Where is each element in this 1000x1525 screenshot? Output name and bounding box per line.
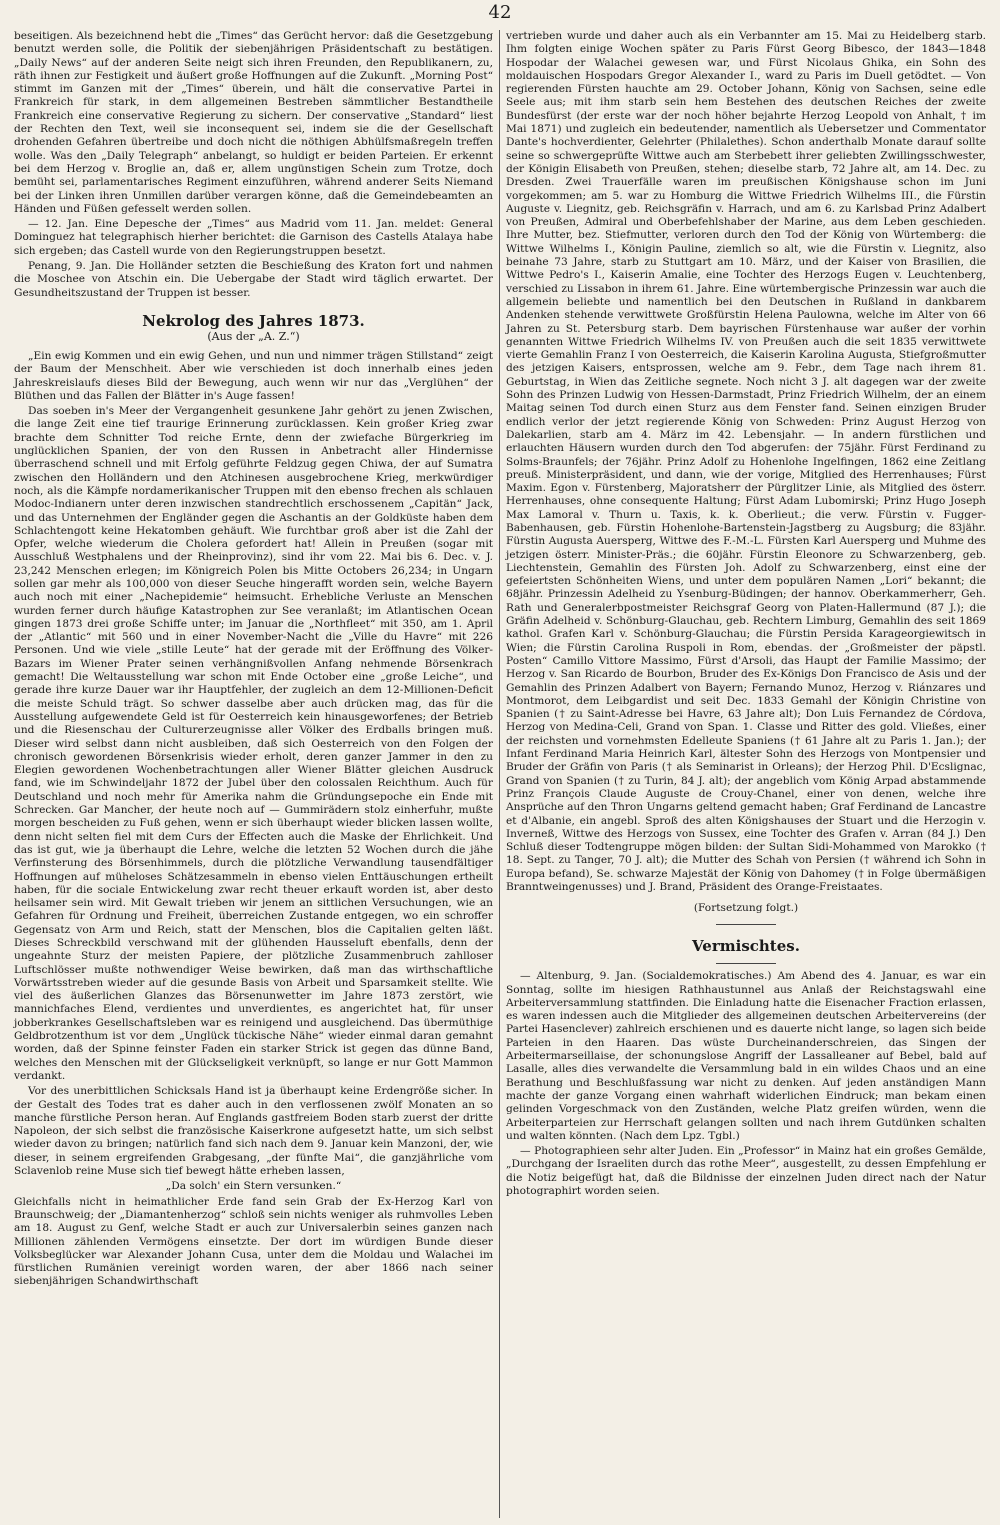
article-paragraph: Penang, 9. Jan. Die Holländer setzten die Beschießung des Kraton fort und nahmen die Moschee von Atschin ein. Die Uebergabe der Stadt wird täglich erwartet. Der Gesundheitszustand der Truppen ist besser. xyxy=(14,260,493,299)
right-column xyxy=(500,30,992,1518)
article-paragraph: vertrieben wurde und daher auch als ein Verbannter am 15. Mai zu Heidelberg starb. Ihm folgten einige Wochen später zu Paris Fürst Georg Bibesco, der 1843—1848 Hospodar der Walachei gewesen war, und Fürst Nicolaus Ghika, ein Sohn des moldauischen Hospodars Gregor Alexander I., ward zu Paris im Duell getödtet. — Von regierenden Fürsten hauchte am 29. October Johann, König von Sachsen, seine edle Seele aus; mit ihm starb sein hem Bestehen des deutschen Reiches der zweite Bundesfürst (der erste war der noch höher bejahrte Herzog Leopold von Anhalt, † im Mai 1871) und zugleich ein bedeutender, namentlich als Uebersetzer und Commentator Dante's hochverdienter, Gelehrter (Philalethes). Schon anderthalb Monate darauf sollte seine so schwergeprüfte Wittwe auch am Sterbebett ihrer geliebten Zwillingsschwester, der Königin Elisabeth von Preußen, stehen; dieselbe starb, 72 Jahre alt, am 14. Dec. zu Dresden. Zwei Trauerfälle waren im preußischen Königshause schon im Juni vorgekommen; am 5. war zu Homburg die Wittwe Friedrich Wilhelms III., die Fürstin Auguste v. Liegnitz, geb. Reichsgräfin v. Harrach, und am 6. zu Karlsbad Prinz Adalbert von Preußen, Admiral und Oberbefehlshaber der Marine, aus dem Leben geschieden. Ihre Mutter, bez. Stiefmutter, verloren durch den Tod der König von Würtemberg: die Wittwe Wilhelms I., Königin Pauline, ziemlich so alt, wie die Fürstin v. Liegnitz, also beinahe 73 Jahre, starb zu Stuttgart am 10. März, und der Kaiser von Brasilien, die Wittwe Pedro's I., Kaiserin Amalie, eine Tochter des Herzogs Eugen v. Leuchtenberg, verschied zu Lissabon in ihrem 61. Jahre. Eine würtembergische Prinzessin war auch die allgemein beliebte und namentlich bei den Deutschen in Rußland in dankbarem Andenken stehende verwittwete Großfürstin Helena Paulowna, welche im Alter von 66 Jahren zu St. Petersburg starb. Dem bayrischen Fürstenhause war außer der vorhin genannten Wittwe Friedrich Wilhelms IV. von Preußen auch die seit 1835 verwittwete vierte Gemahlin Franz I von Oesterreich, die Kaiserin Karolina Augusta, Stiefgroßmutter des jetzigen Kaisers, entsprossen, welche am 9. Febr., dem Tage nach ihrem 81. Geburtstag, in Wien das Zeitliche segnete. Noch nicht 3 J. alt dagegen war der zweite Sohn des Prinzen Ludwig von Hessen-Darmstadt, Prinz Friedrich Wilhelm, der an einem Maitag seinen Tod durch einen Sturz aus dem Fenster fand. Seinen einzigen Bruder endlich verlor der jetzt regierende König von Schweden: Prinz August Herzog von Dalekarlien, starb am 4. März im 42. Lebensjahr. — In andern fürstlichen und erlauchten Häusern wurden durch den Tod abgerufen: der 75jähr. Fürst Ferdinand zu Solms-Braunfels; der 76jähr. Prinz Adolf zu Hohenlohe Ingelfingen, 1862 eine Zeitlang preuß. Ministerpräsident, und dann, wie der vorige, Mitglied des Herrenhauses; Fürst Maxim. Egon v. Fürstenberg, Majoratsherr der Pürglitzer Linie, als Mitglied des österr. Herrenhauses, ohne consequente Haltung; Fürst Adam Lubomirski; Prinz Hugo Joseph Max Lamoral v. Thurn u. Taxis, k. k. Oberlieut.; die verw. Fürstin v. Fugger-Babenhausen, geb. Fürstin Hohenlohe-Bartenstein-Jagstberg zu Augsburg; die 83jähr. Fürstin Augusta Auersperg, Wittwe des F.-M.-L. Fürsten Karl Auersperg und Muhme des jetzigen österr. Minister-Präs.; die 60jähr. Fürstin Eleonore zu Schwarzenberg, geb. Liechtenstein, Gemahlin des Fürsten Joh. Adolf zu Schwarzenberg, einst eine der gefeiertsten Schönheiten Wiens, und unter dem populären Namen „Lori“ bekannt; die 68jähr. Prinzessin Adelheid zu Ysenburg-Büdingen; der hannov. Oberkammerherr, Geh. Rath und Generalerbpostmeister Reichsgraf Georg von Platen-Hallermund (87 J.); die Gräfin Adelheid v. Schönburg-Glauchau, geb. Rechtern Limburg, Gemahlin des seit 1869 kathol. Grafen Karl v. Schönburg-Glauchau; die Fürstin Persida Karageorgiewitsch in Wien; die Fürstin Carolina Ruspoli in Rom, ebendas. der „Großmeister der päpstl. Posten“ Camillo Vittore Massimo, Fürst d'Arsoli, das Haupt der Familie Massimo; der Herzog v. San Ricardo de Bourbon, Bruder des Ex-Königs Don Francisco de Asis und der Gemahlin des Prinzen Adalbert von Bayern; Fernando Munoz, Herzog v. Riánzares und Montmorot, dem Leibgardist und seit Dec. 1833 Gemahl der Königin Christine von Spanien († zu Saint-Adresse bei Havre, 63 Jahre alt); Don Luis Fernandez de Córdova, Herzog von Medina-Celi, Grand von Span. 1. Classe und Ritter des gold. Vließes, einer der reichsten und vornehmsten Edelleute Spaniens († 61 Jahre alt zu Paris 1. Jan.); der Infant Ferdinand Maria Heinrich Karl, ältester Sohn des Herzogs von Montpensier und Bruder der Gräfin von Paris († als Seminarist in Orleans); der Herzog Phil. D'Ecslignac, Grand von Spanien († zu Turin, 84 J. alt); der angeblich vom König Arpad abstammende Prinz François Claude Auguste de Crouy-Chanel, einer von denen, welche ihre Ansprüche auf den Thron Ungarns geltend gemacht haben; Graf Ferdinand de Lancastre et d'Albanie, ein angebl. Sproß des alten Königshauses der Stuart und die Herzogin v. Inverneß, Wittwe des Herzogs von Sussex, eine Tochter des Grafen v. Arran (84 J.) Den Schluß dieser Todtengruppe mögen bilden: der Sultan Sidi-Mohammed von Marokko († 18. Sept. zu Tanger, 70 J. alt); die Mutter des Schah von Persien († während ich Sohn in Europa befand), Se. schwarze Majestät der König von Dahomey († in Folge übermäßigen Branntweingenusses) und J. Brand, Präsident des Orange-Freistaates. xyxy=(506,30,986,893)
article-paragraph: Das soeben in's Meer der Vergangenheit gesunkene Jahr gehört zu jenen Zwischen, die lange Zeit eine tief traurige Erinnerung zurücklassen. Kein großer Krieg zwar brachte dem Schnitter Tod reiche Ernte, denn der zwiefache Bürgerkrieg im unglücklichen Spanien, der von den Russen in Anbetracht aller Hindernisse überraschend schnell und mit Erfolg geführte Feldzug gegen Chiwa, der auf Sumatra zwischen den Holländern und den Atchinesen ausgebrochene Krieg, merkwürdiger noch, als die Kämpfe nordamerikanischer Truppen mit den ebenso frechen als schlauen Modoc-Indianern unter deren inzwischen standrechtlich erschossenem „Capitän“ Jack, und das Unternehmen der Engländer gegen die Aschantis an der Goldküste haben dem Schlachtengott keine Hekatomben gehäuft. Wie furchtbar groß aber ist die Zahl der Opfer, welche wiederum die Cholera gefordert hat! Allein in Preußen (sogar mit Ausschluß Westphalens und der Rheinprovinz), sind ihr vom 22. Mai bis 6. Dec. v. J. 23,242 Menschen erlegen; im Königreich Polen bis Mitte Octobers 26,234; in Ungarn sollen gar mehr als 100,000 von dieser Seuche hingerafft worden sein, welche Bayern auch noch mit einer „Nachepidemie“ heimsucht. Erhebliche Verluste an Menschen wurden ferner durch häufige Katastrophen zur See veranlaßt; im Atlantischen Ocean gingen 1873 drei große Schiffe unter; im Januar die „Northfleet“ mit 350, am 1. April der „Atlantic“ mit 560 und in einer November-Nacht die „Ville du Havre“ mit 226 Personen. Und wie viele „stille Leute“ hat der gerade mit der Eröffnung des Völker-Bazars im Wiener Prater seinen verhängnißvollen Anfang nehmende Börsenkrach gemacht! Die Weltausstellung war schon mit Ende October eine „große Leiche“, und gerade ihre kurze Dauer war ihr Hauptfehler, der zugleich an dem 12-Millionen-Deficit die meiste Schuld trägt. So schwer dasselbe aber auch drücken mag, das für die Ausstellung aufgewendete Geld ist für Oesterreich kein hinausgeworfenes; der Betrieb und die Riesenschau der Culturerzeugnisse aller Völker des Erdballs bringen muß. Dieser wird selbst dann nicht ausbleiben, daß sich Oesterreich von den Folgen der chronisch gewordenen Börsenkrisis wieder erholt, deren ganzer Jammer in den zu Elegien gewordenen Wochenbetrachtungen aller Wiener Blätter gleichen Ausdruck fand, wie im Schwindeljahr 1872 der Jubel über den colossalen Reichthum. Auch für Deutschland und noch mehr für Amerika nahm die Gründungsepoche ein Ende mit Schrecken. Gar Mancher, der heute noch auf — Gummirädern stolz einherfuhr, mußte morgen bescheiden zu Fuß gehen, wenn er sich überhaupt wieder blicken lassen wollte, denn nicht selten fiel mit dem Curs der Effecten auch die Maske der Ehrlichkeit. Und das ist gut, wie ja überhaupt die Lehre, welche die letzten 52 Wochen durch die jähe Verfinsterung des Börsenhimmels, durch die plötzliche Verwandlung tausendfältiger Hoffnungen auf müheloses Schätzesammeln in ebenso vielen Enttäuschungen ertheilt haben, für die sociale Entwickelung zwar recht theuer erkauft worden ist, aber desto heilsamer sein wird. Mit Gewalt trieben wir jenem an sittlichen Versuchungen, wie an Gefahren für Ordnung und Freiheit, überreichen Zustande entgegen, wo ein schroffer Gegensatz von Arm und Reich, statt der Menschen, blos die Capitalien gelten läßt. Dieses Schreckbild verschwand mit der glühenden Hausseluft ebenfalls, denn der ungeahnte Sturz der meisten Papiere, der plötzliche Zusammenbruch zahlloser Luftschlösser mußte nothwendiger Weise bewirken, daß man das wirthschaftliche Vorwärtsstreben wieder auf die gesunde Basis von Arbeit und Sparsamkeit stellte. Wie viel des äußerlichen Glanzes das Börsenunwetter im Jahre 1873 zerstört, wie mannichfaches Elend, verdientes und unverdientes, es angerichtet hat, für unser jobberkrankes Gesellschaftsleben war es reinigend und ausgleichend. Das übermüthige Geldbrotzenthum ist vor dem „Unglück tückische Nähe“ wieder einmal daran gemahnt worden, daß der Spinne feinster Faden ein starker Strick ist gegen das dünne Band, welches den Menschen mit der Glückseligkeit verknüpft, so lange er nur Gott Mammon verdankt. xyxy=(14,405,493,1082)
divider xyxy=(716,924,776,925)
article-paragraph: Gleichfalls nicht in heimathlicher Erde fand sein Grab der Ex-Herzog Karl von Braunschweig; der „Diamantenherzog“ schloß sein nichts weniger als ruhmvolles Leben am 18. August zu Genf, welche Stadt er auch zur Universalerbin seines ganzen nach Millionen zählenden Vermögens einsetzte. Der dort im würdigen Bunde dieser Volksbeglücker war Alexander Johann Cusa, unter dem die Moldau und Walachei im fürstlichen Rumänien vereinigt worden waren, der aber 1866 nach seiner siebenjährigen Schandwirthschaft xyxy=(14,1195,493,1288)
columns xyxy=(8,30,992,1518)
divider xyxy=(716,963,776,964)
continued-note: (Fortsetzung folgt.) xyxy=(693,902,799,915)
left-column xyxy=(8,30,500,1518)
page-number: 42 xyxy=(488,2,512,23)
article-paragraph: „Ein ewig Kommen und ein ewig Gehen, und nun und nimmer trägen Stillstand“ zeigt der Baum der Menschheit. Aber wie verschieden ist doch innerhalb eines jeden Jahreskreislaufs dieses Bild der Bewegung, auch wenn wir nur das „Verglühen“ der Blüthen und das Fallen der Blätter in's Auge fassen! xyxy=(14,349,493,402)
quote-line: „Da solch' ein Stern versunken.“ xyxy=(165,1180,342,1193)
article-paragraph: Vor des unerbittlichen Schicksals Hand ist ja überhaupt keine Erdengröße sicher. In der Gestalt des Todes trat es daher auch in den verflossenen zwölf Monaten an so manche fürstliche Person heran. Auf Englands gastfreiem Boden starb zuerst der dritte Napoleon, der sich selbst die französische Kaiserkrone aufgesetzt hatte, um sich selbst wieder davon zu bringen; natürlich fand sich nach dem 9. Januar kein Manzoni, der, wie dieser, in seinem ergreifenden Grabgesang, „der fünfte Mai“, die ganzjährliche vom Sclavenlob reine Muse sich tief bewegt hätte erheben lassen, xyxy=(14,1085,493,1178)
section-source: (Aus der „A. Z.“) xyxy=(207,329,300,343)
section-heading-nekrolog: Nekrolog des Jahres 1873. xyxy=(142,311,365,330)
article-paragraph: — Altenburg, 9. Jan. (Socialdemokratisches.) Am Abend des 4. Januar, es war ein Sonntag, sollte im hiesigen Rathhaustunnel aus Anlaß der Reichstagswahl eine Arbeiterversammlung stattfinden. Die Einladung hatte die Eisenacher Fraction erlassen, es waren indessen auch die Mitglieder des allgemeinen deutschen Arbeitervereins (der Partei Hasenclever) zahlreich erschienen und es dauerte nicht lange, so lagen sich beide Parteien in den Haaren. Das wüste Durcheinanderschreien, das Singen der Arbeitermarseillaise, der schonungslose Angriff der Lassalleaner auf Bebel, bald auf Lasalle, alles dies verwandelte die Versammlung bald in ein wildes Chaos und an eine Berathung und Beschlußfassung war nicht zu denken. Auf jeden anständigen Mann machte der ganze Vorgang einen wahrhaft widerlichen Eindruck; man bekam einen gelinden Vorgeschmack von den Zuständen, welche Platz greifen würden, wenn die Arbeiterparteien zur Herrschaft gelangen sollten und nach ihrem Gutdünken schalten und walten könnten. (Nach dem Lpz. Tgbl.) xyxy=(506,970,986,1142)
section-heading-vermischtes: Vermischtes. xyxy=(692,937,800,956)
article-paragraph: — 12. Jan. Eine Depesche der „Times“ aus Madrid vom 11. Jan. meldet: General Dominguez hat telegraphisch hierher berichtet: die Garnison des Castells Atalaya habe sich ergeben; das Castell wurde von den Regierungstruppen besetzt. xyxy=(14,218,493,257)
article-paragraph: beseitigen. Als bezeichnend hebt die „Times“ das Gerücht hervor: daß die Gesetzgebung benutzt werden solle, die Politik der siebenjährigen Präsidentschaft zu bestätigen. „Daily News“ auf der anderen Seite neigt sich ihren Freunden, den Republikanern, zu, räth ihnen zur Festigkeit und äußert große Hoffnungen auf die Zukunft. „Morning Post“ stimmt im Ganzen mit der „Times“ überein, und hält die conservative Partei in Frankreich für stark, in dem allgemeinen Bestreben sämmtlicher Bestandtheile Frankreich eine conservative Regierung zu sichern. Der conservative „Standard“ liest der Rechten den Text, weil sie inconsequent sei, indem sie die der Gesellschaft drohenden Gefahren übertreibe und doch nicht die nöthigen Abhülfsmaßregeln treffen wolle. Was den „Daily Telegraph“ anbelangt, so huldigt er beiden Parteien. Er erkennt bei dem Herzog v. Broglie an, daß er, allem ungünstigen Schein zum Trotze, doch bemüht sei, parlamentarisches Regiment einzuführen, während anderer Seits Niemand bei der Linken ihren Unmillen darüber verargen könne, daß die Gemeindebeamten an Händen und Füßen gefesselt werden sollen. xyxy=(14,30,493,215)
article-paragraph: — Photographieen sehr alter Juden. Ein „Professor“ in Mainz hat ein großes Gemälde, „Durchgang der Israeliten durch das rothe Meer“, ausgestellt, zu dessen Empfehlung er die Notiz beigefügt hat, daß die Bildnisse der einzelnen Juden direct nach der Natur photographirt worden seien. xyxy=(506,1145,986,1198)
